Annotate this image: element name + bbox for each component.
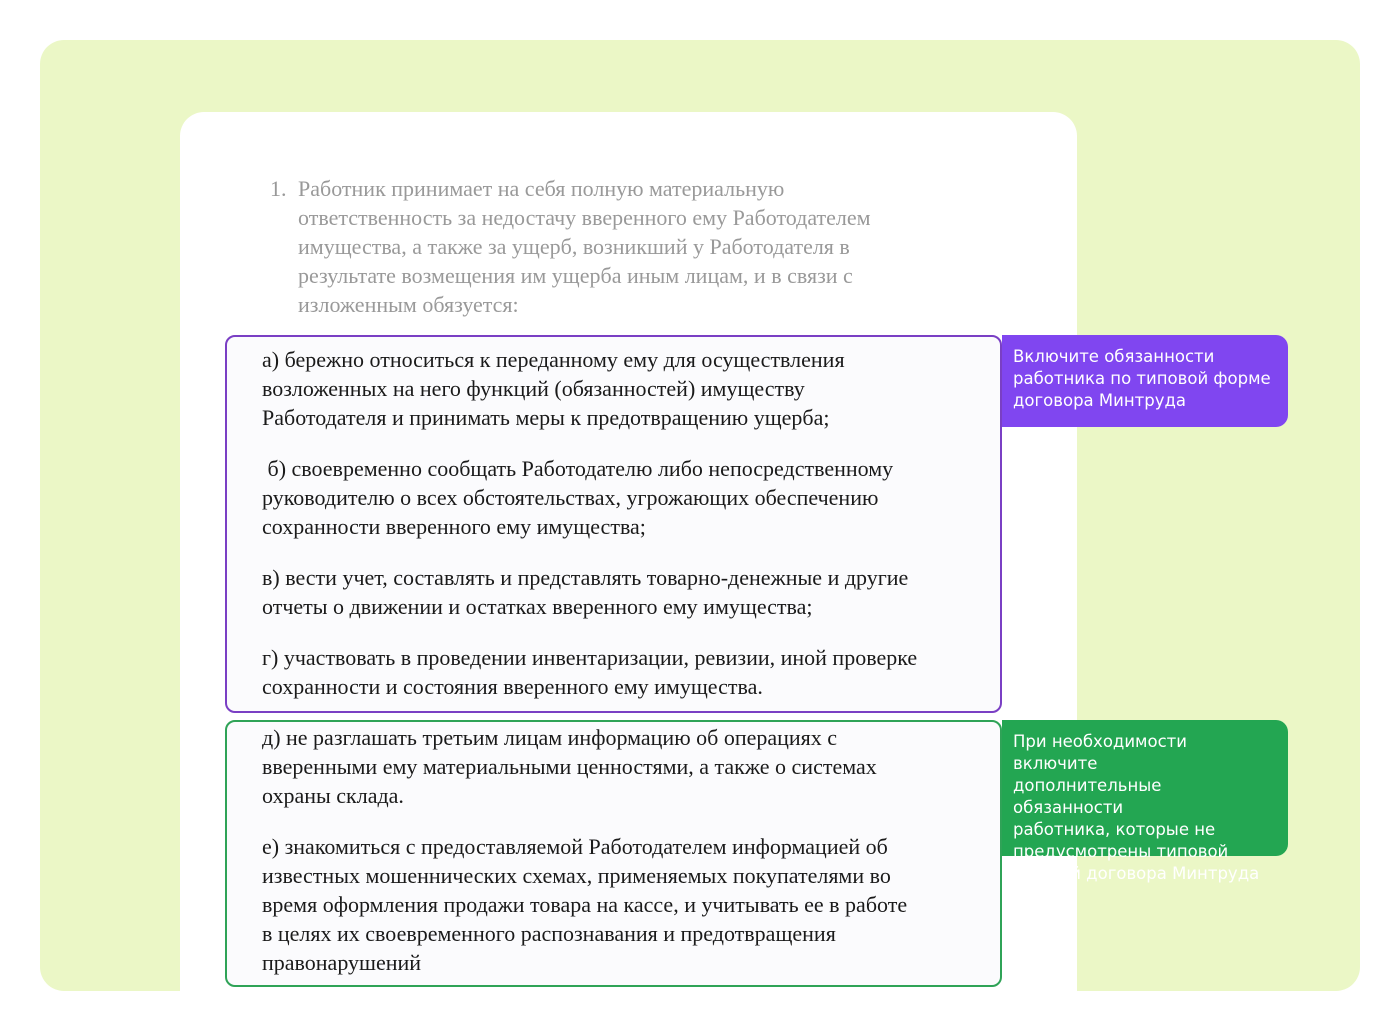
clause-line: возложенных на него функций (обязанностей) имуществу — [262, 376, 805, 401]
duty-clause-v — [262, 563, 908, 621]
callout-line: работника по типовой форме — [1013, 369, 1271, 388]
duty-clause-b — [262, 454, 893, 541]
clause-line: в целях их своевременного распознавания и предотвращения — [262, 921, 836, 946]
intro-number: 1. — [270, 176, 287, 201]
clause-line: а) бережно относиться к переданному ему для осуществления — [262, 347, 845, 372]
clause-line: известных мошеннических схемах, применяемых покупателями во — [262, 863, 891, 888]
callout-line: Включите обязанности — [1013, 347, 1215, 366]
intro-line: ответственность за недостачу вверенного ему Работодателем — [298, 205, 871, 230]
duty-clause-g — [262, 643, 917, 701]
clause-line: г) участвовать в проведении инвентаризации, ревизии, иной проверке — [262, 645, 918, 670]
callout-line: предусмотрены типовой — [1013, 842, 1229, 861]
clause-line: охраны склада. — [262, 783, 404, 808]
standard-duties-callout — [1002, 335, 1288, 427]
callout-line: дополнительные обязанности — [1013, 776, 1162, 817]
clause-line: руководителю о всех обстоятельствах, угрожающих обеспечению — [262, 485, 879, 510]
duty-clause-d — [262, 723, 877, 810]
callout-line: При необходимости включите — [1013, 732, 1187, 773]
intro-line: изложенным обязуется: — [298, 292, 519, 317]
clause-line: Работодателя и принимать меры к предотвращению ущерба; — [262, 405, 830, 430]
clause-line: б) своевременно сообщать Работодателю либо непосредственному — [262, 456, 894, 481]
intro-line: имущества, а также за ущерб, возникший у Работодателя в — [298, 234, 850, 259]
callout-line: работника, которые не — [1013, 820, 1216, 839]
duty-clause-e — [262, 832, 907, 977]
clause-line: е) знакомиться с предоставляемой Работодателем информацией об — [262, 834, 888, 859]
intro-text — [298, 174, 970, 319]
intro-paragraph — [270, 174, 970, 319]
clause-line: в) вести учет, составлять и представлять товарно-денежные и другие — [262, 565, 909, 590]
clause-line: вверенными ему материальными ценностями, а также о системах — [262, 754, 877, 779]
intro-line: результате возмещения им ущерба иным лицам, и в связи с — [298, 263, 853, 288]
duty-clause-a — [262, 345, 845, 432]
clause-line: сохранности и состояния вверенного ему имущества. — [262, 674, 763, 699]
clause-line: д) не разглашать третьим лицам информацию об операциях с — [262, 725, 838, 750]
clause-line: отчеты о движении и остатках вверенного ему имущества; — [262, 594, 813, 619]
clause-line: правонарушений — [262, 950, 422, 975]
callout-line: формой договора Минтруда — [1013, 864, 1260, 883]
clause-line: сохранности вверенного ему имущества; — [262, 514, 646, 539]
clause-line: время оформления продажи товара на кассе, и учитывать ее в работе — [262, 892, 908, 917]
callout-line: договора Минтруда — [1013, 391, 1187, 410]
additional-duties-callout — [1002, 720, 1288, 883]
intro-line: Работник принимает на себя полную материальную — [298, 176, 785, 201]
